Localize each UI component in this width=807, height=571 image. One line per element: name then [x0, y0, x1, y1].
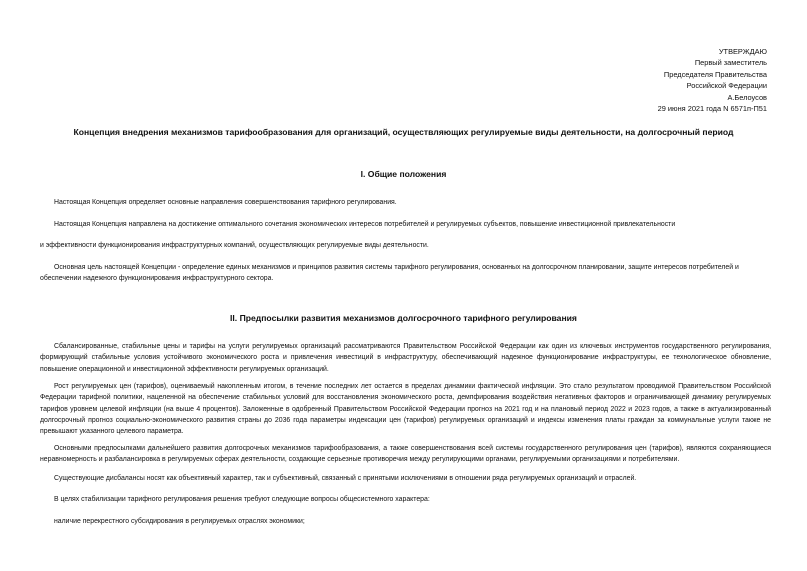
approval-block — [567, 46, 767, 114]
paragraph: Сбалансированные, стабильные цены и тарифы на услуги регулируемых организаций рассматриваются Правительством Российской Федерации как один из ключевых инструментов государственного регулирования, формирующий стабильные условия устойчивого экономического роста и привлечения инвестиций в инфраструктуру, обеспечивающий надежное функционирование инфраструктуры, ее технологическое обновление, повышение операционной и инвестиционной эффективности регулируемых организаций. — [40, 343, 771, 373]
section-2-heading: II. Предпосылки развития механизмов долгосрочного тарифного регулирования — [230, 313, 577, 323]
approval-line: Российской Федерации — [686, 81, 767, 91]
paragraph: Основная цель настоящей Концепции - определение единых механизмов и принципов развития системы тарифного регулирования, основанных на долгосрочном планировании, защите интересов потребителей и обеспечении надежного функционирования инфраструктурного сектора. — [40, 264, 739, 283]
section-1-heading: I. Общие положения — [360, 169, 447, 179]
approval-line: Председателя Правительства — [663, 69, 767, 79]
paragraph: и эффективности функционирования инфраструктурных компаний, осуществляющих регулируемые виды деятельности. — [40, 242, 429, 249]
paragraph: Рост регулируемых цен (тарифов), оцениваемый накопленным итогом, в течение последних лет остается в пределах динамики фактической инфляции. Это стало результатом проводимой Правительством Российской Федерации тарифной политики, нацеленной на обеспечение стабильных условий для восстановления экономического роста, демпфирования воздействия негативных факторов и ограничивающей динамику регулируемых тарифов уровнем целевой инфляции (на выше 4 процентов). Заложенные в одобренный Правительством Российской Федерации прогноз на 2021 год и на плановый период 2022 и 2023 годов, а также в актуализированный долгосрочный прогноз социально-экономического развития страны до 2036 года параметры индексации цен (тарифов) регулируемых организаций и индексы изменения платы граждан за коммунальные услуги также не превышают указанного целевого параметра. — [40, 383, 771, 436]
paragraph: Настоящая Концепция определяет основные направления совершенствования тарифного регулирования. — [54, 199, 397, 206]
paragraph: Основными предпосылками дальнейшего развития долгосрочных механизмов тарифообразования, а также совершенствования всей системы государственного регулирования цен (тарифов), являются сохраняющиеся неравномерность и разбалансировка в регулируемых сферах деятельности, создающие серьезные противоречия между регулирующими органами, регулируемыми организациями и потребителями. — [40, 445, 771, 464]
paragraph: наличие перекрестного субсидирования в регулируемых отраслях экономики; — [54, 518, 305, 525]
approval-line: 29 июня 2021 года N 6571п-П51 — [657, 104, 767, 114]
paragraph: В целях стабилизации тарифного регулирования решения требуют следующие вопросы общесистемного характера: — [54, 496, 430, 503]
paragraph: Существующие дисбалансы носят как объективный характер, так и субъективный, связанный с принятыми исключениями в отношении ряда регулируемых организаций и отраслей. — [54, 475, 637, 482]
approval-line: Первый заместитель — [694, 58, 767, 68]
document-title: Концепция внедрения механизмов тарифообразования для организаций, осуществляющих регулируемые виды деятельности, на долгосрочный период — [73, 127, 734, 137]
approval-line: УТВЕРЖДАЮ — [718, 47, 767, 56]
paragraph: Настоящая Концепция направлена на достижение оптимального сочетания экономических интересов потребителей и регулируемых субъектов, повышение инвестиционной привлекательности — [54, 221, 676, 228]
approval-line: А.Белоусов — [727, 92, 767, 102]
